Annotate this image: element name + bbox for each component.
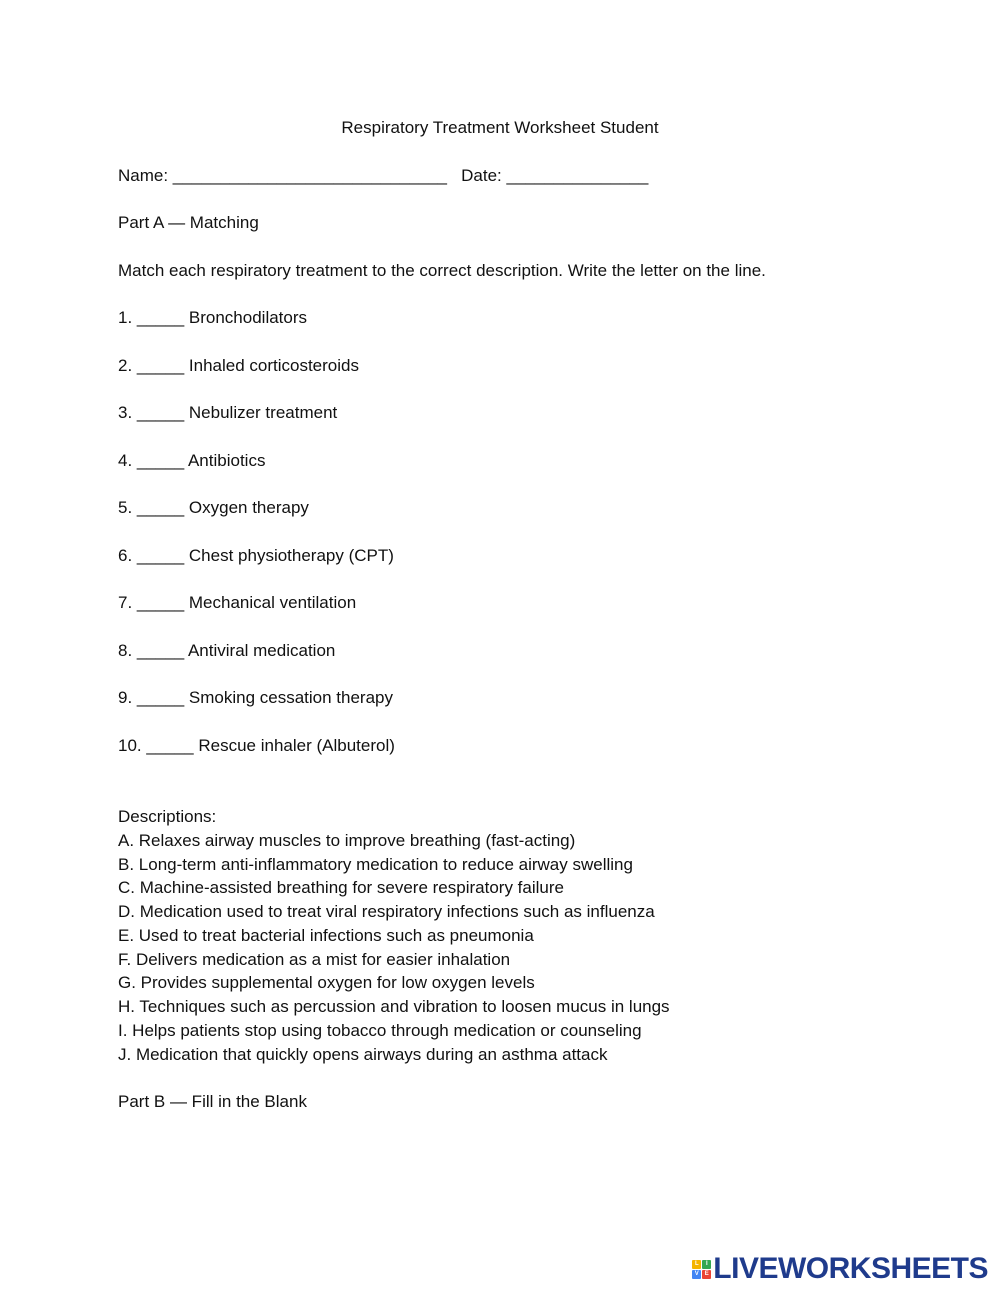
list-item: 1. _____ Bronchodilators	[118, 308, 308, 327]
list-item: 7. _____ Mechanical ventilation	[118, 593, 357, 612]
description-item: C. Machine-assisted breathing for severe respiratory failure	[118, 878, 564, 897]
list-item: 3. _____ Nebulizer treatment	[118, 403, 338, 422]
descriptions-heading: Descriptions:	[118, 807, 217, 826]
liveworksheets-logo[interactable]	[692, 1252, 988, 1286]
logo-icon-cell: V	[692, 1270, 701, 1279]
list-item: 6. _____ Chest physiotherapy (CPT)	[118, 546, 394, 565]
logo-icon-cell: E	[702, 1270, 711, 1279]
list-item: 2. _____ Inhaled corticosteroids	[118, 356, 359, 375]
logo-icon-cell: I	[702, 1260, 711, 1269]
description-item: D. Medication used to treat viral respiratory infections such as influenza	[118, 902, 655, 921]
description-item: E. Used to treat bacterial infections such as pneumonia	[118, 926, 534, 945]
instructions: Match each respiratory treatment to the correct description. Write the letter on the line.	[118, 261, 766, 280]
description-item: H. Techniques such as percussion and vibration to loosen mucus in lungs	[118, 997, 670, 1016]
name-date-line: Name: _____________________________ Date: _______________	[118, 166, 649, 185]
page-title: Respiratory Treatment Worksheet Student	[341, 118, 659, 137]
list-item: 8. _____ Antiviral medication	[118, 641, 336, 660]
list-item: 5. _____ Oxygen therapy	[118, 498, 309, 517]
description-item: J. Medication that quickly opens airways during an asthma attack	[118, 1045, 608, 1064]
part-a-heading: Part A — Matching	[118, 213, 259, 232]
logo-text: LIVEWORKSHEETS	[713, 1252, 988, 1285]
logo-icon	[692, 1260, 711, 1279]
list-item: 4. _____ Antibiotics	[118, 451, 266, 470]
description-item: G. Provides supplemental oxygen for low oxygen levels	[118, 973, 535, 992]
description-item: B. Long-term anti-inflammatory medication to reduce airway swelling	[118, 855, 633, 874]
list-item: 9. _____ Smoking cessation therapy	[118, 688, 394, 707]
logo-icon-cell: L	[692, 1260, 701, 1269]
description-item: I. Helps patients stop using tobacco through medication or counseling	[118, 1021, 642, 1040]
list-item: 10. _____ Rescue inhaler (Albuterol)	[118, 736, 395, 755]
description-item: F. Delivers medication as a mist for easier inhalation	[118, 950, 511, 969]
part-b-heading: Part B — Fill in the Blank	[118, 1092, 307, 1111]
description-item: A. Relaxes airway muscles to improve breathing (fast-acting)	[118, 831, 576, 850]
